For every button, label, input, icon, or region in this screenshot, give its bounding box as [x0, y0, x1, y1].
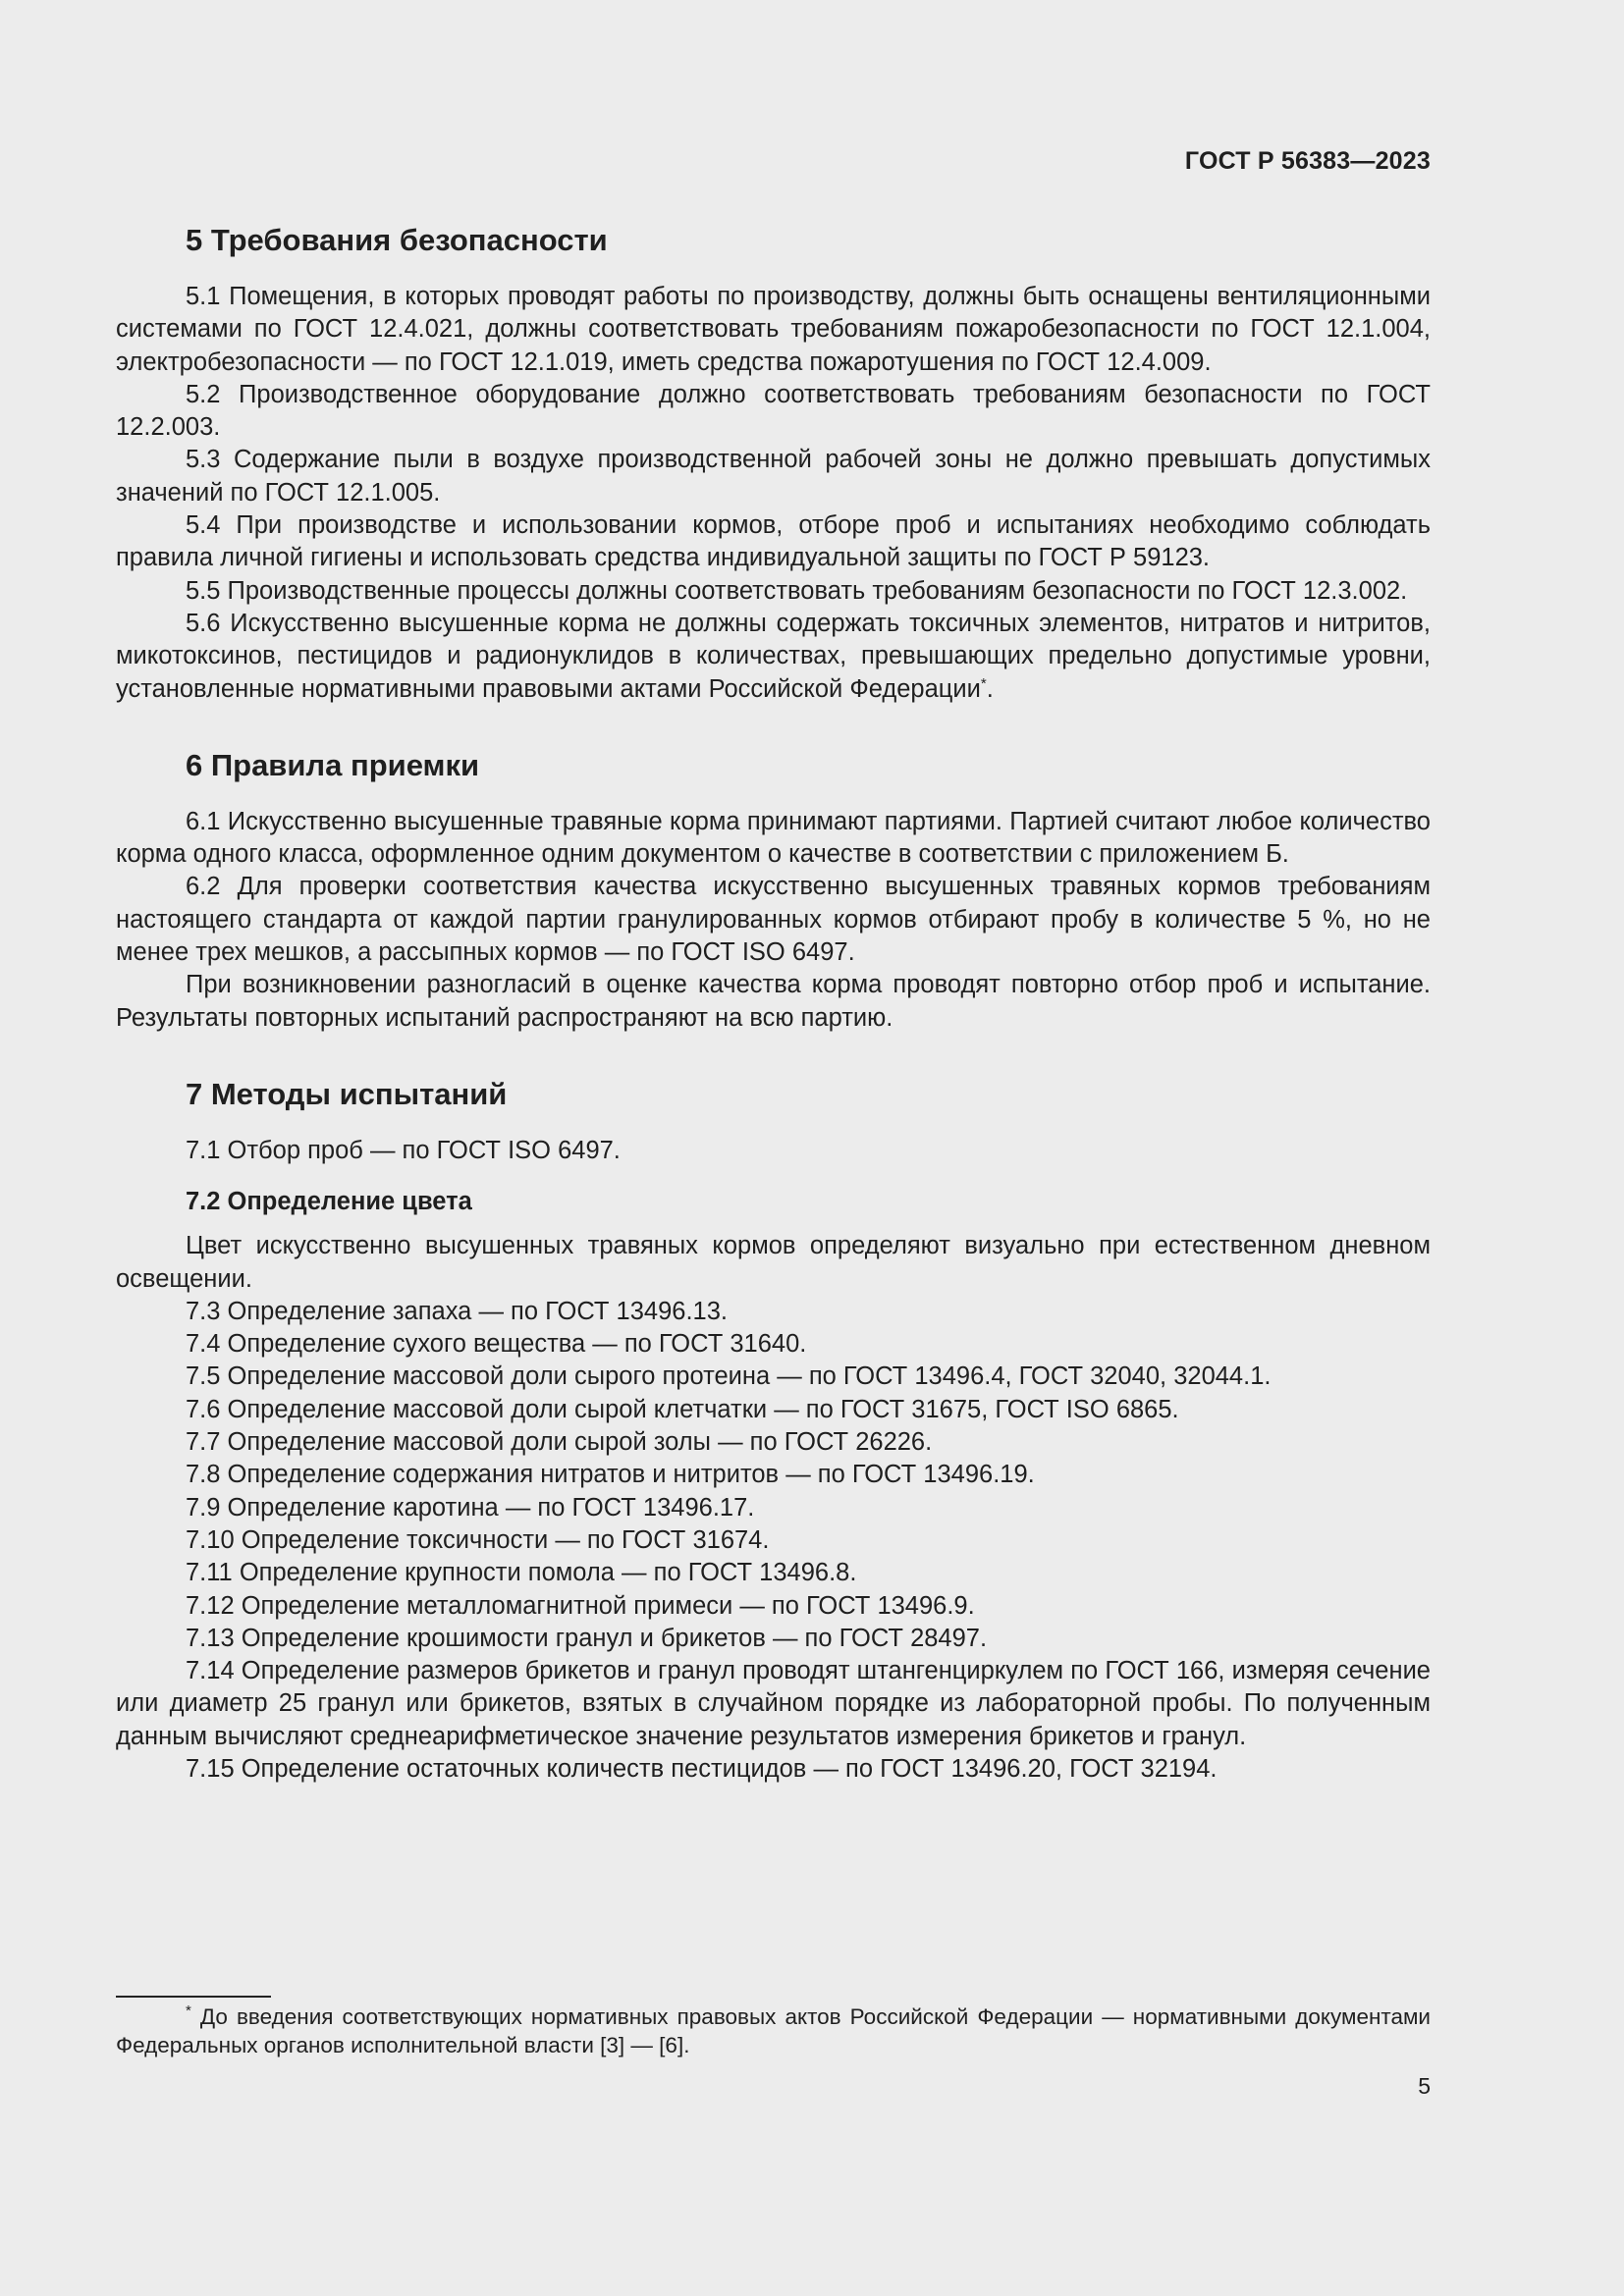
- paragraph-5-6-text: 5.6 Искусственно высушенные корма не должны содержать токсичных элементов, нитратов и нитритов, микотоксинов, пестицидов и радионуклидов в количествах, превышающих предельно допустимые уровни, установленные нормативными правовыми актами Российской Федерации: [116, 609, 1431, 703]
- footnote-separator: [116, 1996, 271, 1998]
- footnote: [116, 2002, 1431, 2059]
- paragraph-5-6-end: .: [986, 674, 994, 703]
- paragraph-7-15: 7.15 Определение остаточных количеств пестицидов — по ГОСТ 13496.20, ГОСТ 32194.: [186, 1754, 1218, 1783]
- paragraph-7-6: 7.6 Определение массовой доли сырой клетчатки — по ГОСТ 31675, ГОСТ ISO 6865.: [186, 1395, 1179, 1423]
- paragraph-5-6: [116, 608, 1431, 706]
- paragraph-6-3: При возникновении разногласий в оценке качества корма проводят повторно отбор проб и испытание. Результаты повторных испытаний распространяют на всю партию.: [116, 971, 1431, 1032]
- paragraph-7-7: 7.7 Определение массовой доли сырой золы — по ГОСТ 26226.: [186, 1428, 933, 1457]
- paragraph-6-1: 6.1 Искусственно высушенные травяные корма принимают партиями. Партией считают любое количество корма одного класса, оформленное одним документом о качестве в соответствии с приложением Б.: [116, 807, 1431, 869]
- paragraph-7-2: Цвет искусственно высушенных травяных кормов определяют визуально при естественном дневном освещении.: [116, 1232, 1431, 1293]
- paragraph-6-2: 6.2 Для проверки соответствия качества искусственно высушенных травяных кормов требованиям настоящего стандарта от каждой партии гранулированных кормов отбирают пробу в количестве 5 %, но не менее трех мешков, а рассыпных кормов — по ГОСТ ISO 6497.: [116, 873, 1431, 967]
- footnote-text: До введения соответствующих нормативных правовых актов Российской Федерации — нормативными документами Федеральных органов исполнительной власти [3] — [6].: [116, 2004, 1431, 2057]
- paragraph-7-14: 7.14 Определение размеров брикетов и гранул проводят штангенциркулем по ГОСТ 166, измеряя сечение или диаметр 25 гранул или брикетов, взятых в случайном порядке из лабораторной пробы. По полученным данным вычисляют среднеарифметическое значение результатов измерения брикетов и гранул.: [116, 1657, 1431, 1750]
- subsection-7-2-heading: 7.2 Определение цвета: [186, 1188, 472, 1216]
- page-content: [116, 220, 1431, 1786]
- document-code: ГОСТ Р 56383—2023: [1184, 147, 1431, 175]
- paragraph-7-9: 7.9 Определение каротина — по ГОСТ 13496.17.: [186, 1493, 755, 1522]
- section-7-heading: 7 Методы испытаний: [186, 1076, 508, 1111]
- paragraph-7-3: 7.3 Определение запаха — по ГОСТ 13496.13.: [186, 1297, 728, 1325]
- section-6-heading: 6 Правила приемки: [186, 747, 480, 782]
- paragraph-5-5: 5.5 Производственные процессы должны соответствовать требованиям безопасности по ГОСТ 12.3.002.: [186, 576, 1408, 605]
- section-5-heading: 5 Требования безопасности: [186, 223, 608, 257]
- paragraph-7-5: 7.5 Определение массовой доли сырого протеина — по ГОСТ 13496.4, ГОСТ 32040, 32044.1.: [186, 1362, 1272, 1391]
- page-number: 5: [1418, 2073, 1431, 2099]
- paragraph-7-13: 7.13 Определение крошимости гранул и брикетов — по ГОСТ 28497.: [186, 1624, 988, 1652]
- paragraph-7-10: 7.10 Определение токсичности — по ГОСТ 31674.: [186, 1525, 770, 1554]
- footnote-reference: *: [980, 674, 987, 692]
- paragraph-5-3: 5.3 Содержание пыли в воздухе производственной рабочей зоны не должно превышать допустимых значений по ГОСТ 12.1.005.: [116, 446, 1431, 507]
- paragraph-5-4: 5.4 При производстве и использовании кормов, отборе проб и испытаниях необходимо соблюдать правила личной гигиены и использовать средства индивидуальной защиты по ГОСТ Р 59123.: [116, 511, 1431, 572]
- paragraph-7-11: 7.11 Определение крупности помола — по ГОСТ 13496.8.: [186, 1559, 857, 1587]
- paragraph-7-4: 7.4 Определение сухого вещества — по ГОСТ 31640.: [186, 1330, 807, 1359]
- paragraph-7-12: 7.12 Определение металломагнитной примеси — по ГОСТ 13496.9.: [186, 1591, 975, 1620]
- paragraph-7-1: 7.1 Отбор проб — по ГОСТ ISO 6497.: [186, 1136, 621, 1164]
- paragraph-5-2: 5.2 Производственное оборудование должно соответствовать требованиям безопасности по ГОСТ 12.2.003.: [116, 380, 1431, 442]
- paragraph-5-1: 5.1 Помещения, в которых проводят работы по производству, должны быть оснащены вентиляционными системами по ГОСТ 12.4.021, должны соответствовать требованиям пожаробезопасности по ГОСТ 12.1.004, электробезопасности — по ГОСТ 12.1.019, иметь средства пожаротушения по ГОСТ 12.4.009.: [116, 283, 1431, 376]
- paragraph-7-8: 7.8 Определение содержания нитратов и нитритов — по ГОСТ 13496.19.: [186, 1461, 1035, 1489]
- footnote-mark: *: [186, 2002, 191, 2019]
